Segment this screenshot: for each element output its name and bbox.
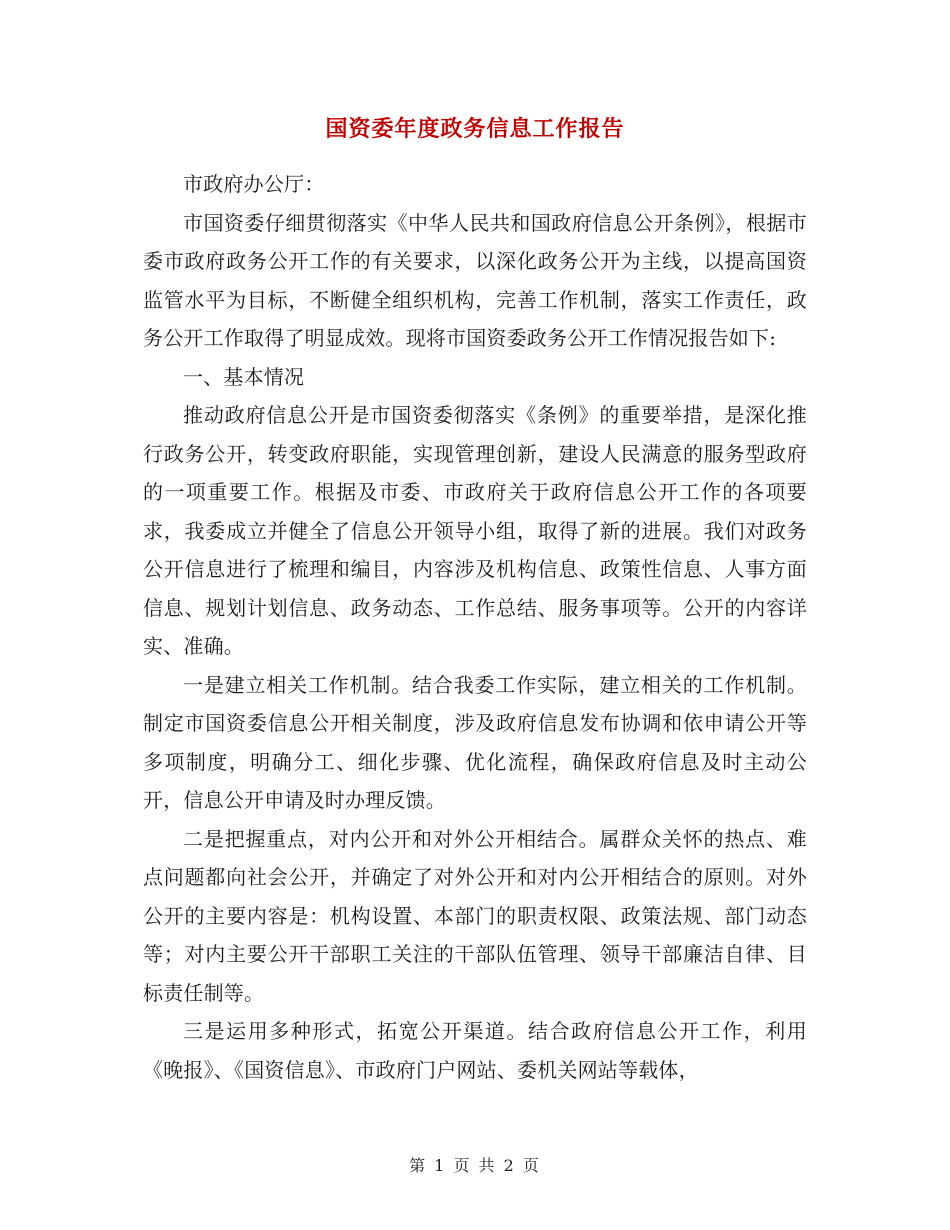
body-paragraph: 一是建立相关工作机制。结合我委工作实际，建立相关的工作机制。制定市国资委信息公开相关制度，涉及政府信息发布协调和依申请公开等多项制度，明确分工、细化步骤、优化流程，确保政府信息及时主动公开，信息公开申请及时办理反馈。 [143,672,807,812]
body-paragraph: 推动政府信息公开是市国资委彻落实《条例》的重要举措，是深化推行政务公开，转变政府职能，实现管理创新，建设人民满意的服务型政府的一项重要工作。根据及市委、市政府关于政府信息公开工作的各项要求，我委成立并健全了信息公开领导小组，取得了新的进展。我们对政务公开信息进行了梳理和编目，内容涉及机构信息、政策性信息、人事方面信息、规划计划信息、政务动态、工作总结、服务事项等。公开的内容详实、准确。 [143,403,807,658]
body-paragraph: 三是运用多种形式，拓宽公开渠道。结合政府信息公开工作，利用《晚报》、《国资信息》、市政府门户网站、委机关网站等载体， [143,1019,807,1082]
section-heading: 一、基本情况 [183,364,305,389]
body-paragraph: 二是把握重点，对内公开和对外公开相结合。属群众关怀的热点、难点问题都向社会公开，并确定了对外公开和对内公开相结合的原则。对外公开的主要内容是：机构设置、本部门的职责权限、政策法规、部门动态等；对内主要公开干部职工关注的干部队伍管理、领导干部廉洁自律、目标责任制等。 [143,826,807,1005]
page-number-footer: 第 1 页 共 2 页 [409,1156,541,1175]
document-body [143,165,807,1089]
intro-paragraph: 市国资委仔细贯彻落实《中华人民共和国政府信息公开条例》，根据市委市政府政务公开工作的有关要求，以深化政务公开为主线，以提高国资监管水平为目标，不断健全组织机构，完善工作机制，落实工作责任，政务公开工作取得了明显成效。现将市国资委政务公开工作情况报告如下: [143,210,807,350]
document-title: 国资委年度政务信息工作报告 [325,116,625,142]
salutation-paragraph: 市政府办公厅： [183,172,325,196]
